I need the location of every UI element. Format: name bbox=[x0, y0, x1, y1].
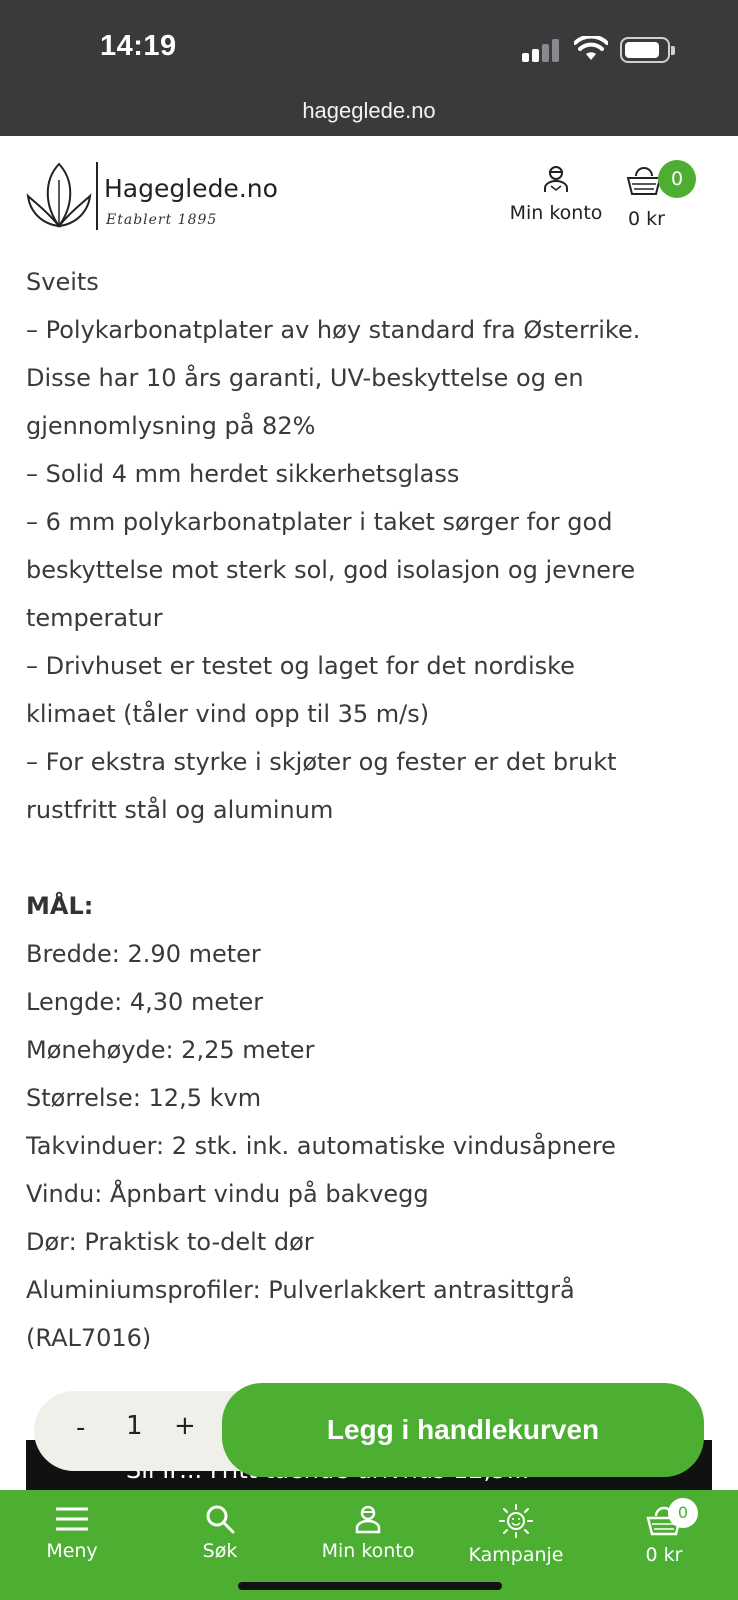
cart-count-badge: 0 bbox=[668, 1498, 698, 1528]
product-description bbox=[26, 258, 726, 1362]
spec-line: Bredde: 2.90 meter bbox=[26, 940, 261, 968]
spec-line: Vindu: Åpnbart vindu på bakvegg bbox=[26, 1180, 429, 1208]
spec-line: (RAL7016) bbox=[26, 1324, 152, 1352]
nav-label: Meny bbox=[46, 1540, 98, 1562]
description-line: gjennomlysning på 82% bbox=[26, 412, 316, 440]
user-icon bbox=[353, 1504, 383, 1534]
site-header bbox=[0, 136, 738, 254]
nav-item-account[interactable] bbox=[308, 1504, 428, 1562]
spec-line: Lengde: 4,30 meter bbox=[26, 988, 264, 1016]
account-button[interactable] bbox=[506, 164, 606, 224]
description-line: – Drivhuset er testet og laget for det nordiske bbox=[26, 652, 575, 680]
quantity-input[interactable]: 1 bbox=[126, 1411, 143, 1441]
logo-tagline: Etablert 1895 bbox=[106, 212, 218, 228]
add-to-cart-bar bbox=[34, 1383, 704, 1477]
logo-divider bbox=[96, 162, 98, 230]
sun-icon bbox=[499, 1504, 533, 1538]
description-line: rustfritt stål og aluminum bbox=[26, 796, 334, 824]
nav-label: 0 kr bbox=[645, 1544, 683, 1566]
account-label: Min konto bbox=[509, 202, 603, 224]
search-icon bbox=[205, 1504, 235, 1534]
nav-item-campaign[interactable] bbox=[456, 1504, 576, 1566]
description-line: Sveits bbox=[26, 268, 99, 296]
description-line: temperatur bbox=[26, 604, 163, 632]
leaf-logo-icon bbox=[26, 160, 92, 232]
add-to-cart-button[interactable]: Legg i handlekurven bbox=[222, 1383, 704, 1477]
nav-item-menu[interactable] bbox=[12, 1504, 132, 1562]
nav-label: Min konto bbox=[321, 1540, 415, 1562]
spec-line: Størrelse: 12,5 kvm bbox=[26, 1084, 262, 1112]
nav-item-cart[interactable] bbox=[604, 1504, 724, 1566]
description-line: klimaet (tåler vind opp til 35 m/s) bbox=[26, 700, 430, 728]
browser-topbar bbox=[0, 0, 738, 136]
quantity-decrease-button[interactable]: - bbox=[76, 1413, 86, 1443]
cart-count-badge: 0 bbox=[658, 160, 696, 198]
battery-icon bbox=[620, 37, 670, 63]
description-line: – Solid 4 mm herdet sikkerhetsglass bbox=[26, 460, 460, 488]
signal-icon bbox=[522, 38, 562, 62]
cart-total: 0 kr bbox=[628, 208, 665, 230]
description-line: – Polykarbonatplater av høy standard fra Østerrike. bbox=[26, 316, 641, 344]
spec-line: Mønehøyde: 2,25 meter bbox=[26, 1036, 315, 1064]
status-time: 14:19 bbox=[100, 30, 177, 62]
description-line: – For ekstra styrke i skjøter og fester er det brukt bbox=[26, 748, 617, 776]
description-line: – 6 mm polykarbonatplater i taket sørger for god bbox=[26, 508, 613, 536]
nav-item-search[interactable] bbox=[160, 1504, 280, 1562]
logo-name: Hageglede.no bbox=[104, 174, 278, 203]
basket-icon bbox=[626, 164, 662, 198]
quantity-increase-button[interactable]: + bbox=[174, 1411, 196, 1441]
site-logo[interactable] bbox=[26, 160, 276, 232]
spec-title: MÅL: bbox=[26, 892, 94, 920]
spec-line: Dør: Praktisk to-delt dør bbox=[26, 1228, 314, 1256]
address-bar-url[interactable]: hageglede.no bbox=[302, 98, 436, 123]
nav-label: Søk bbox=[202, 1540, 238, 1562]
menu-icon bbox=[54, 1504, 90, 1534]
description-line: Disse har 10 års garanti, UV-beskyttelse og en bbox=[26, 364, 584, 392]
nav-label: Kampanje bbox=[468, 1544, 564, 1566]
wifi-icon bbox=[574, 36, 608, 62]
user-icon bbox=[541, 164, 571, 194]
spec-line: Takvinduer: 2 stk. ink. automatiske vindusåpnere bbox=[26, 1132, 616, 1160]
spec-line: Aluminiumsprofiler: Pulverlakkert antrasittgrå bbox=[26, 1276, 575, 1304]
description-line: beskyttelse mot sterk sol, god isolasjon og jevnere bbox=[26, 556, 636, 584]
home-indicator bbox=[238, 1582, 502, 1590]
